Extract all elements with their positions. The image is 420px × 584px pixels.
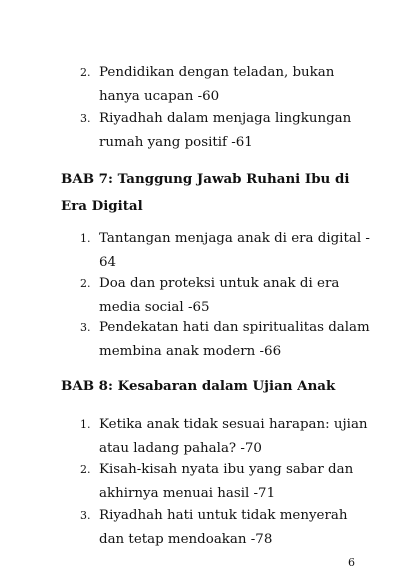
list-item-number: 3. [80, 509, 91, 522]
list-item-text: Doa dan proteksi untuk anak di era media social -65 [99, 276, 340, 315]
list-item-number: 1. [80, 418, 91, 431]
list-item-number: 2. [80, 277, 91, 290]
list-item-text: Tantangan menjaga anak di era digital - 64 [99, 231, 370, 270]
page-number: 6 [348, 556, 355, 569]
list-item-text: Ketika anak tidak sesuai harapan: ujian atau ladang pahala? -70 [99, 417, 368, 456]
list-item-number: 3. [80, 112, 91, 125]
list-item-number: 3. [80, 321, 91, 334]
chapter-heading-bab7: BAB 7: Tanggung Jawab Ruhani Ibu di Era Digital [61, 171, 350, 214]
list-item-text: Kisah-kisah nyata ibu yang sabar dan akhirnya menuai hasil -71 [99, 462, 354, 501]
list-item-text: Pendidikan dengan teladan, bukan hanya ucapan -60 [99, 65, 335, 104]
chapter-heading-bab8: BAB 8: Kesabaran dalam Ujian Anak [61, 378, 336, 394]
list-item-text: Riyadhah hati untuk tidak menyerah dan tetap mendoakan -78 [99, 508, 348, 547]
list-item-text: Pendekatan hati dan spiritualitas dalam membina anak modern -66 [99, 320, 370, 359]
list-item-number: 2. [80, 66, 91, 79]
list-item-text: Riyadhah dalam menjaga lingkungan rumah yang positif -61 [99, 111, 352, 150]
list-item-number: 2. [80, 463, 91, 476]
list-item-number: 1. [80, 232, 91, 245]
